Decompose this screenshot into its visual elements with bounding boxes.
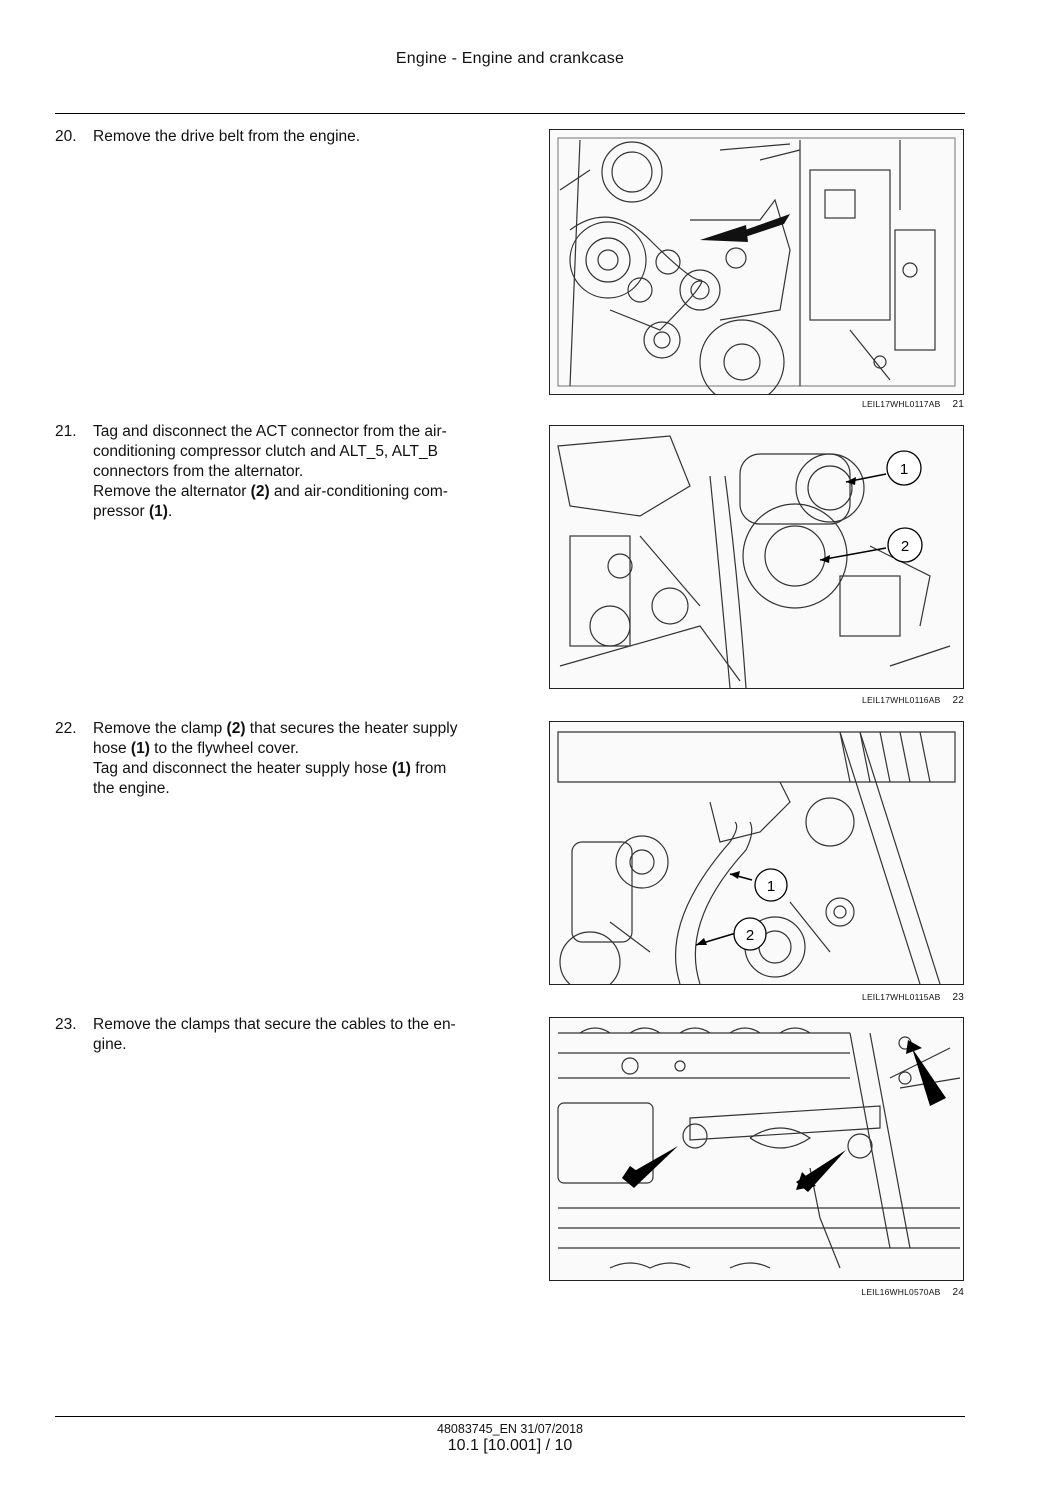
callout-ref: (2) [226, 720, 246, 737]
callout-label: 1 [899, 461, 909, 478]
footer-document-id: 48083745_EN 31/07/2018 [437, 1422, 583, 1436]
figure-number: 21 [952, 399, 964, 410]
callout-label: 2 [745, 927, 755, 944]
figure-code: LEIL17WHL0117AB [862, 399, 941, 409]
footer-page-number: 10.1 [10.001] / 10 [447, 1437, 573, 1454]
callout-ref: (1) [392, 760, 411, 777]
step-22 [55, 719, 511, 799]
page-header-title: Engine - Engine and crankcase [395, 50, 625, 67]
step-text: Remove the clamps that secure the cables to the en- [93, 1016, 456, 1033]
figure-21-image [549, 129, 964, 395]
step-20 [55, 127, 511, 147]
figure-24-caption [700, 1287, 964, 1298]
figure-code: LEIL17WHL0115AB [862, 992, 941, 1002]
callout-ref: (1) [149, 503, 168, 520]
callout-ref: (1) [130, 740, 150, 757]
callout-label: 2 [900, 538, 910, 555]
step-text: conditioning compressor clutch and ALT_5, ALT_B [93, 443, 438, 460]
step-text-line: hose (1) to the flywheel cover. [93, 740, 299, 757]
step-text: Tag and disconnect the ACT connector from the air- [93, 423, 447, 440]
figure-23-caption [700, 992, 964, 1003]
step-text: gine. [93, 1036, 127, 1053]
figure-code: LEIL16WHL0570AB [861, 1287, 941, 1297]
step-text: connectors from the alternator. [93, 463, 304, 480]
step-text-line: Remove the clamp (2) that secures the heater supply [93, 720, 458, 737]
step-number: 22. [55, 720, 77, 737]
footer-rule [55, 1416, 965, 1417]
step-text: the engine. [93, 780, 170, 797]
callout-ref: (2) [250, 483, 270, 500]
step-text-line: Remove the alternator (2) and air-conditioning com- [93, 483, 448, 500]
header-rule [55, 113, 965, 114]
figure-code: LEIL17WHL0116AB [862, 695, 941, 705]
figure-number: 24 [952, 1287, 964, 1298]
figure-22-image [549, 425, 964, 689]
step-text-line: pressor (1). [93, 503, 173, 520]
step-number: 20. [55, 128, 77, 145]
figure-24-image [549, 1017, 964, 1281]
figure-number: 22 [952, 695, 964, 706]
figure-21-caption [700, 399, 964, 410]
figure-number: 23 [952, 992, 964, 1003]
step-number: 23. [55, 1016, 77, 1033]
step-text: Remove the drive belt from the engine. [93, 128, 361, 145]
figure-23-image [549, 721, 964, 985]
callout-label: 1 [766, 878, 776, 895]
step-23 [55, 1015, 511, 1055]
step-21 [55, 422, 511, 522]
step-text-line: Tag and disconnect the heater supply hose (1) from [93, 760, 447, 777]
figure-22-caption [700, 695, 964, 706]
step-number: 21. [55, 423, 77, 440]
